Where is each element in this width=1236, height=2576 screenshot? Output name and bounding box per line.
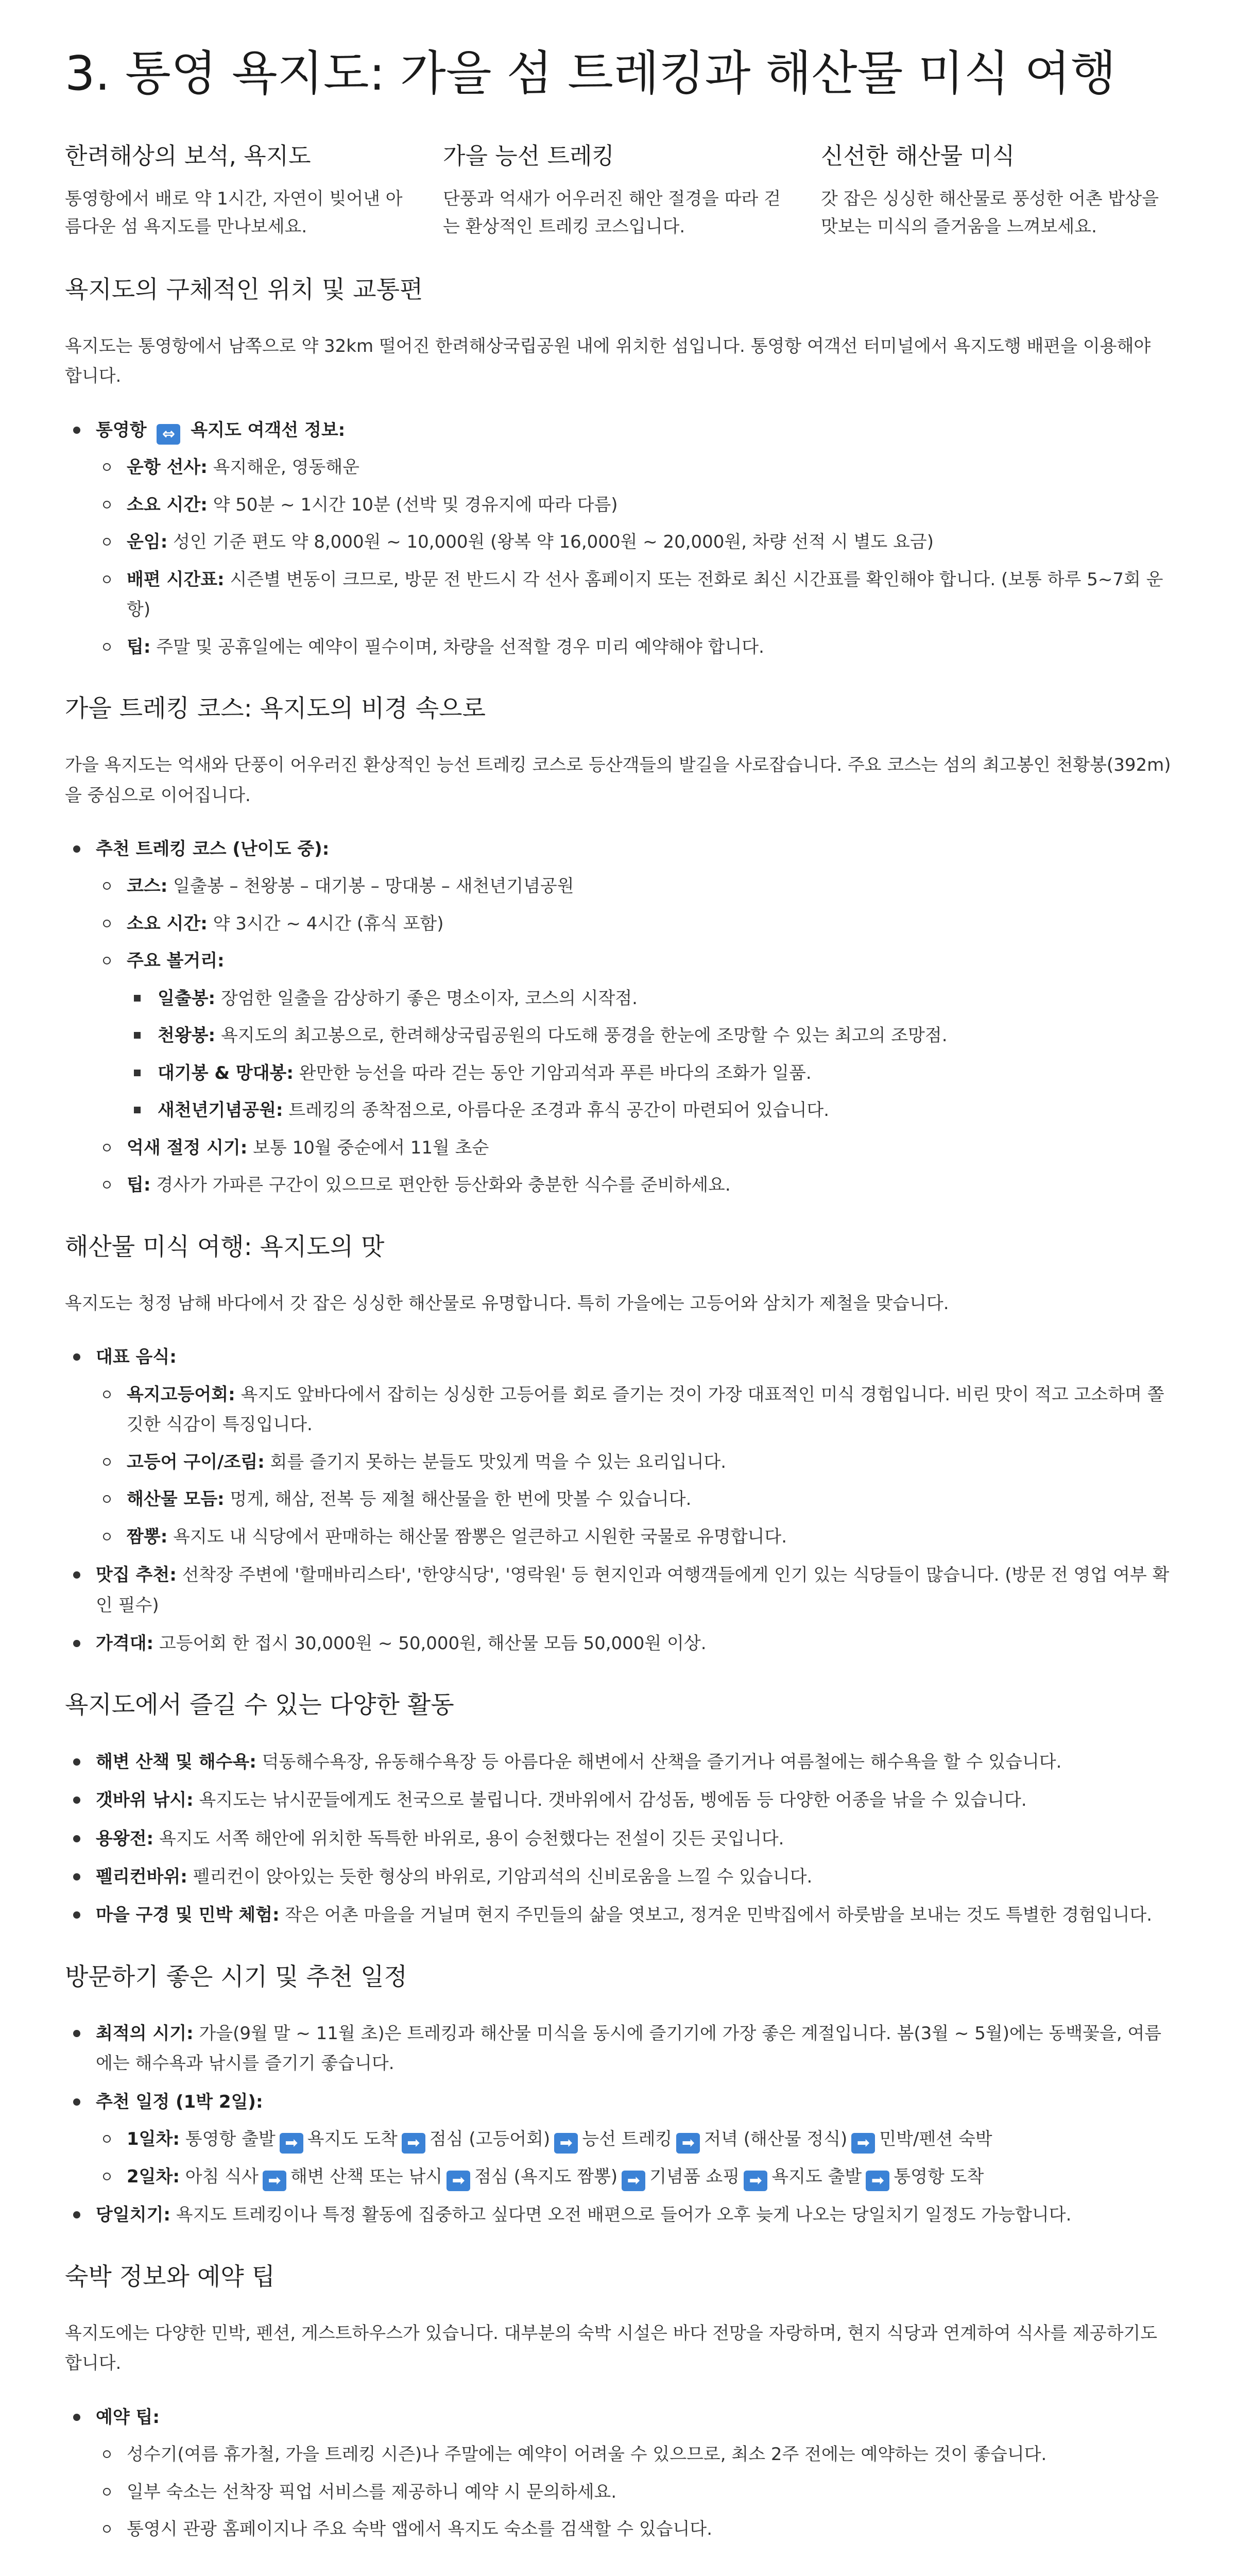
section-heading-lodging: 숙박 정보와 예약 팁 [65,2262,276,2291]
list-item: 소요 시간: 약 3시간 ~ 4시간 (휴식 포함) [65,909,1171,939]
page-title: 3. 통영 욕지도: 가을 섬 트레킹과 해산물 미식 여행 [65,46,1117,101]
activities-list [65,1747,1171,1930]
list-item: 해산물 모듬: 멍게, 해삼, 전복 등 제철 해산물을 한 번에 맛볼 수 있습니다. [65,1484,1171,1514]
list-item: 짬뽕: 욕지도 내 식당에서 판매하는 해산물 짬뽕은 얼큰하고 시원한 국물로 유명합니다. [65,1522,1171,1552]
list-item: 주요 볼거리: 일출봉: 장엄한 일출을 감상하기 좋은 명소이자, 코스의 시작점. 천왕봉: 욕지도의 최고봉으로, 한려해상국립공원의 다도해 풍경을 한눈에 조망할 수 있는 최고의 조망점. 대기봉 & 망대봉: 완만한 능선을 따라 걷는 동안 기암괴석과 푸른 바다의 조화가 일품. 새천년기념공원: 트레킹의 종착점으로, 아름다운 조경과 휴식 공간이 마련되어 있습니다. [65,946,1171,1125]
food-list [65,1342,1171,1658]
list-item: 성수기(여름 휴가철, 가을 트레킹 시즌)나 주말에는 예약이 어려울 수 있으므로, 최소 2주 전에는 예약하는 것이 좋습니다. [65,2439,1171,2469]
feature-card [65,141,415,241]
arrow-right-icon: ➡ [676,2133,700,2154]
arrow-right-icon: ➡ [280,2133,303,2154]
arrow-right-icon: ➡ [744,2171,767,2191]
list-item: 펠리컨바위: 펠리컨이 앉아있는 듯한 형상의 바위로, 기암괴석의 신비로움을 느낄 수 있습니다. [65,1862,1171,1892]
section-heading-trekking: 가을 트레킹 코스: 욕지도의 비경 속으로 [65,694,486,723]
list-item: 일부 숙소는 선착장 픽업 서비스를 제공하니 예약 시 문의하세요. [65,2477,1171,2507]
list-item: 팁: 경사가 가파른 구간이 있으므로 편안한 등산화와 충분한 식수를 준비하세요. [65,1170,1171,1200]
list-item: 억새 절정 시기: 보통 10월 중순에서 11월 초순 [65,1133,1171,1163]
schedule-list [65,2019,1171,2230]
arrow-right-icon: ➡ [447,2171,470,2191]
itinerary-day-2: 2일차: 아침 식사 ➡ 해변 산책 또는 낚시 ➡ 점심 (욕지도 짬뽕) ➡ 기념품 쇼핑 ➡ 욕지도 출발 ➡ 통영항 도착 [65,2162,1171,2192]
section-heading-location: 욕지도의 구체적인 위치 및 교통편 [65,275,423,304]
section-intro: 욕지도에는 다양한 민박, 펜션, 게스트하우스가 있습니다. 대부분의 숙박 시설은 바다 전망을 자랑하며, 현지 식당과 연계하여 식사를 제공하기도 합니다. [65,2323,1158,2374]
section-heading-schedule: 방문하기 좋은 시기 및 추천 일정 [65,1962,407,1991]
arrow-right-icon: ➡ [622,2171,645,2191]
list-item: 운임: 성인 기준 편도 약 8,000원 ~ 10,000원 (왕복 약 16,000원 ~ 20,000원, 차량 선적 시 별도 요금) [65,527,1171,557]
section-heading-activities: 욕지도에서 즐길 수 있는 다양한 활동 [65,1691,454,1720]
list-item: 배편 시간표: 시즌별 변동이 크므로, 방문 전 반드시 각 선사 홈페이지 또는 전화로 최신 시간표를 확인해야 합니다. (보통 하루 5~7회 운항) [65,565,1171,625]
itinerary-day-1: 1일차: 통영항 출발 ➡ 욕지도 도착 ➡ 점심 (고등어회) ➡ 능선 트레킹 ➡ 저녁 (해산물 정식) ➡ 민박/펜션 숙박 [65,2124,1171,2154]
feature-desc: 단풍과 억새가 어우러진 해안 절경을 따라 걷는 환상적인 트레킹 코스입니다. [443,188,781,238]
list-item: 예약 팁: 성수기(여름 휴가철, 가을 트레킹 시즌)나 주말에는 예약이 어려울 수 있으므로, 최소 2주 전에는 예약하는 것이 좋습니다. 일부 숙소는 선착장 픽업 서비스를 제공하니 예약 시 문의하세요. 통영시 관광 홈페이지나 주요 숙박 앱에서 욕지도 숙소를 검색할 수 있습니다. [65,2402,1171,2545]
list-item: 통영시 관광 홈페이지나 주요 숙박 앱에서 욕지도 숙소를 검색할 수 있습니다. [65,2514,1171,2544]
list-item: 추천 일정 (1박 2일): 1일차: 통영항 출발 ➡ 욕지도 도착 ➡ 점심 (고등어회) ➡ 능선 트레킹 ➡ 저녁 (해산물 정식) ➡ 민박/펜션 숙박 2일차: 아침 식사 ➡ 해변 산책 또는 낚시 ➡ 점심 (욕지도 짬뽕) ➡ 기념품 쇼핑 ➡ 욕지도 출발 ➡ 통영항 도착 [65,2087,1171,2192]
feature-title: 신선한 해산물 미식 [821,142,1015,170]
feature-card [821,141,1171,241]
list-item: 욕지고등어회: 욕지도 앞바다에서 잡히는 싱싱한 고등어를 회로 즐기는 것이 가장 대표적인 미식 경험입니다. 비린 맛이 적고 고소하며 쫄깃한 식감이 특징입니다. [65,1380,1171,1440]
list-item: 고등어 구이/조림: 회를 즐기지 못하는 분들도 맛있게 먹을 수 있는 요리입니다. [65,1447,1171,1477]
feature-desc: 통영항에서 배로 약 1시간, 자연이 빚어낸 아름다운 섬 욕지도를 만나보세요. [65,188,403,238]
list-item: 대표 음식: 욕지고등어회: 욕지도 앞바다에서 잡히는 싱싱한 고등어를 회로 즐기는 것이 가장 대표적인 미식 경험입니다. 비린 맛이 적고 고소하며 쫄깃한 식감이 특징입니다. 고등어 구이/조림: 회를 즐기지 못하는 분들도 맛있게 먹을 수 있는 요리입니다. 해산물 모듬: 멍게, 해삼, 전복 등 제철 해산물을 한 번에 맛볼 수 있습니다. 짬뽕: 욕지도 내 식당에서 판매하는 해산물 짬뽕은 얼큰하고 시원한 국물로 유명합니다. [65,1342,1171,1552]
feature-desc: 갓 잡은 싱싱한 해산물로 풍성한 어촌 밥상을 맛보는 미식의 즐거움을 느껴보세요. [821,188,1159,238]
arrow-right-icon: ➡ [851,2133,875,2154]
list-item: 해변 산책 및 해수욕: 덕동해수욕장, 유동해수욕장 등 아름다운 해변에서 산책을 즐기거나 여름철에는 해수욕을 할 수 있습니다. [65,1747,1171,1777]
list-item [65,415,1171,662]
location-list [65,415,1171,662]
list-item: 새천년기념공원: 트레킹의 종착점으로, 아름다운 조경과 휴식 공간이 마련되어 있습니다. [65,1095,1171,1125]
arrow-right-icon: ➡ [866,2171,889,2191]
list-item: 맛집 추천: 선착장 주변에 '할매바리스타', '한양식당', '영락원' 등 현지인과 여행객들에게 인기 있는 식당들이 많습니다. (방문 전 영업 여부 확인 필수) [65,1560,1171,1620]
list-item: 가격대: 고등어회 한 접시 30,000원 ~ 50,000원, 해산물 모듬 50,000원 이상. [65,1629,1171,1658]
list-item: 일출봉: 장엄한 일출을 감상하기 좋은 명소이자, 코스의 시작점. [65,984,1171,1013]
arrow-right-icon: ➡ [263,2171,286,2191]
feature-row [65,141,1171,241]
arrow-right-icon: ➡ [554,2133,578,2154]
list-item: 소요 시간: 약 50분 ~ 1시간 10분 (선박 및 경유지에 따라 다름) [65,490,1171,520]
feature-title: 한려해상의 보석, 욕지도 [65,142,311,170]
list-item: 천왕봉: 욕지도의 최고봉으로, 한려해상국립공원의 다도해 풍경을 한눈에 조망할 수 있는 최고의 조망점. [65,1021,1171,1050]
section-heading-food: 해산물 미식 여행: 욕지도의 맛 [65,1232,385,1261]
list-item: 용왕전: 욕지도 서쪽 해안에 위치한 독특한 바위로, 용이 승천했다는 전설이 깃든 곳입니다. [65,1824,1171,1854]
section-intro: 욕지도는 청정 남해 바다에서 갓 잡은 싱싱한 해산물로 유명합니다. 특히 가을에는 고등어와 삼치가 제철을 맞습니다. [65,1293,949,1314]
list-item: 최적의 시기: 가을(9월 말 ~ 11월 초)은 트레킹과 해산물 미식을 동시에 즐기기에 가장 좋은 계절입니다. 봄(3월 ~ 5월)에는 동백꽃을, 여름에는 해수욕과 낚시를 즐기기 좋습니다. [65,2019,1171,2079]
section-intro: 욕지도는 통영항에서 남쪽으로 약 32km 떨어진 한려해상국립공원 내에 위치한 섬입니다. 통영항 여객선 터미널에서 욕지도행 배편을 이용해야 합니다. [65,335,1151,387]
list-item: 갯바위 낚시: 욕지도는 낚시꾼들에게도 천국으로 불립니다. 갯바위에서 감성돔, 벵에돔 등 다양한 어종을 낚을 수 있습니다. [65,1785,1171,1815]
list-item: 코스: 일출봉 – 천왕봉 – 대기봉 – 망대봉 – 새천년기념공원 [65,871,1171,901]
list-item: 당일치기: 욕지도 트레킹이나 특정 활동에 집중하고 싶다면 오전 배편으로 들어가 오후 늦게 나오는 당일치기 일정도 가능합니다. [65,2200,1171,2230]
list-item: 운항 선사: 욕지해운, 영동해운 [65,452,1171,482]
ferry-label: 통영항 ⇔ 욕지도 여객선 정보: [96,420,345,440]
feature-title: 가을 능선 트레킹 [443,142,614,170]
list-item: 대기봉 & 망대봉: 완만한 능선을 따라 걷는 동안 기암괴석과 푸른 바다의 조화가 일품. [65,1058,1171,1088]
feature-card [443,141,793,241]
lodging-list [65,2402,1171,2545]
arrow-right-icon: ➡ [402,2133,425,2154]
section-intro: 가을 욕지도는 억새와 단풍이 어우러진 환상적인 능선 트레킹 코스로 등산객들의 발길을 사로잡습니다. 주요 코스는 섬의 최고봉인 천황봉(392m)을 중심으로 이어집니다. [65,755,1171,806]
list-item: 추천 트레킹 코스 (난이도 중): 코스: 일출봉 – 천왕봉 – 대기봉 – 망대봉 – 새천년기념공원 소요 시간: 약 3시간 ~ 4시간 (휴식 포함) 주요 볼거리: 일출봉: 장엄한 일출을 감상하기 좋은 명소이자, 코스의 시작점. 천왕봉: 욕지도의 최고봉으로, 한려해상국립공원의 다도해 풍경을 한눈에 조망할 수 있는 최고의 조망점. 대기봉 & 망대봉: 완만한 능선을 따라 걷는 동안 기암괴석과 푸른 바다의 조화가 일품. 새천년기념공원: 트레킹의 종착점으로, 아름다운 조경과 휴식 공간이 마련되어 있습니다. 억새 절정 시기: 보통 10월 중순에서 11월 초순 팁: 경사가 가파른 구간이 있으므로 편안한 등산화와 충분한 식수를 준비하세요. [65,834,1171,1200]
swap-arrow-icon: ⇔ [157,424,180,445]
list-item: 마을 구경 및 민박 체험: 작은 어촌 마을을 거닐며 현지 주민들의 삶을 엿보고, 정겨운 민박집에서 하룻밤을 보내는 것도 특별한 경험입니다. [65,1900,1171,1930]
list-item: 팁: 주말 및 공휴일에는 예약이 필수이며, 차량을 선적할 경우 미리 예약해야 합니다. [65,632,1171,662]
trekking-list [65,834,1171,1200]
